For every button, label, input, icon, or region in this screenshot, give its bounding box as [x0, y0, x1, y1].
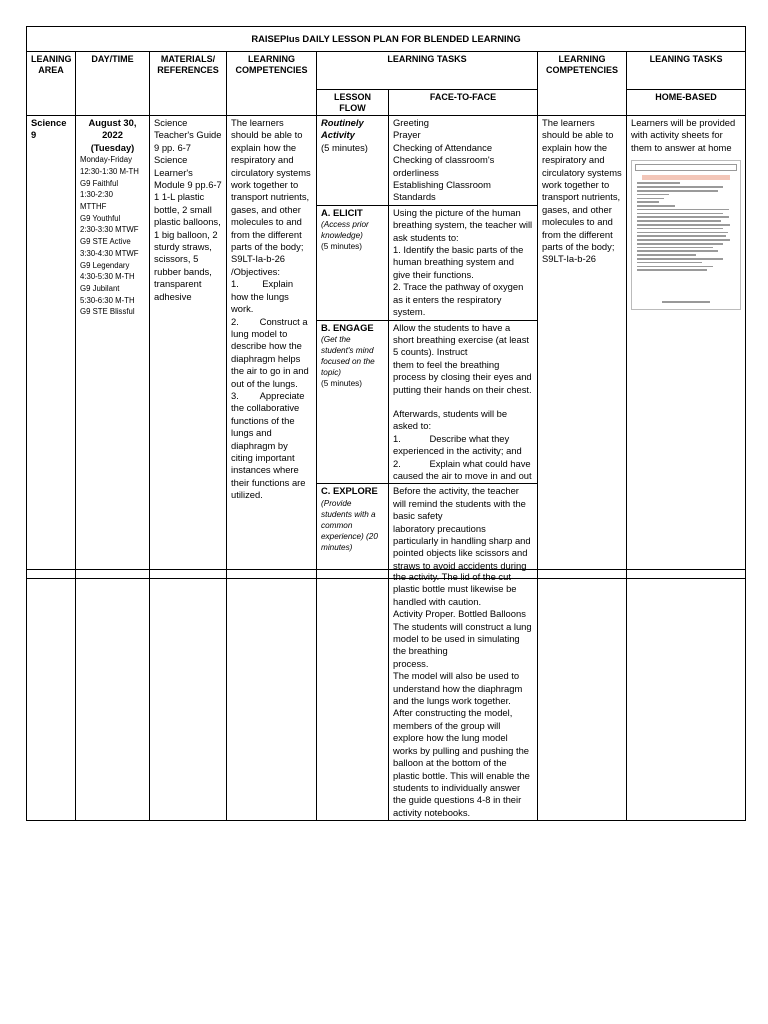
schedule-line: 2:30-3:30 MTWF	[80, 225, 139, 235]
flow-note: (Access prior knowledge)	[321, 220, 369, 241]
engage-text: Afterwards, students will be asked to:	[393, 407, 508, 432]
objectives-label: /Objectives:	[231, 265, 280, 277]
header-competencies-2: LEARNING COMPETENCIES	[538, 52, 627, 116]
empty-cell	[317, 570, 389, 821]
lesson-plan-table	[26, 26, 746, 579]
flow-label: B. ENGAGE	[321, 321, 374, 333]
explore-text: Before the activity, the teacher will remind the students with the basic safety	[393, 485, 526, 522]
activity-sheet-lines	[632, 182, 740, 271]
schedule-line: 12:30-1:30 M-TH	[80, 166, 139, 176]
activity-sheet-header	[635, 164, 737, 171]
routine-item: Greeting	[393, 117, 429, 128]
engage-text: Allow the students to have a short breathing exercise (at least 5 counts). Instruct	[393, 321, 530, 358]
materials-cell: Science Teacher's Guide 9 pp. 6-7 Science Learner's Module 9 pp.6-7 1 1-L plastic bottle, 2 small plastic balloons, 1 big balloon, 2 sturdy straws, scissors, 5 rubber bands, transparent adhesive	[150, 116, 227, 579]
activity-sheet-title	[642, 175, 730, 180]
empty-cell	[538, 570, 627, 821]
flow-note: (Get the student's mind focused on the topic)	[321, 334, 375, 377]
header-home-based: HOME-BASED	[627, 90, 746, 116]
schedule-line: 3:30-4:30 MTWF	[80, 248, 139, 258]
header-competencies: LEARNING COMPETENCIES	[227, 52, 317, 116]
schedule-line: 1:30-2:30	[80, 190, 113, 200]
routine-item: Establishing Classroom Standards	[393, 179, 491, 203]
schedule-line: G9 Youthful	[80, 213, 121, 223]
elicit-intro: Using the picture of the human breathing system, the teacher will ask students to:	[393, 206, 533, 243]
empty-cell	[227, 570, 317, 821]
elicit-cell	[389, 205, 538, 320]
activity-sheet-footer	[662, 301, 710, 303]
explore-text: laboratory precautions particularly in handling sharp and pointed objects like scissors and straws to avoid accidents during	[393, 522, 531, 571]
flow-label: Routinely Activity	[321, 117, 364, 141]
schedule-line: G9 STE Active	[80, 237, 131, 247]
routine-item: Checking of classroom's orderliness	[393, 154, 495, 178]
objective-item: 1. Explain how the lungs work.	[231, 278, 294, 315]
schedule-line: G9 Faithful	[80, 178, 119, 188]
routine-cell	[389, 116, 538, 206]
lesson-date: August 30, 2022 (Tuesday)	[88, 117, 137, 153]
routine-item: Prayer	[393, 129, 421, 141]
schedule-line: G9 Legendary	[80, 260, 130, 270]
schedule-line: G9 STE Blissful	[80, 307, 135, 317]
explore-text: The model will also be used to understand how the diaphragm and the lungs work together.	[393, 670, 523, 707]
day-time-cell	[76, 116, 150, 579]
flow-label: A. ELICIT	[321, 206, 363, 218]
elicit-item: 1. Identify the basic parts of the human breathing system and give their functions.	[393, 244, 524, 280]
flow-label: C. EXPLORE	[321, 485, 378, 497]
explore-text: The students will construct a lung model to be used in simulating the breathing	[393, 620, 532, 657]
engage-text: them to feel the breathing process by closing their eyes and putting their hands on their chest.	[393, 358, 532, 395]
flow-routine	[317, 116, 389, 206]
flow-engage	[317, 320, 389, 484]
header-day-time: DAY/TIME	[76, 52, 150, 116]
explore-continued-cell	[389, 570, 538, 821]
empty-cell	[627, 570, 746, 821]
objective-item: 2. Construct a lung model to describe how the diaphragm helps the air to go in and out of the lungs.	[231, 315, 309, 389]
engage-cell	[389, 320, 538, 484]
flow-time: (5 minutes)	[321, 378, 362, 388]
learning-area-cell: Science 9	[27, 116, 76, 579]
activity-proper-title: Activity Proper. Bottled Balloons	[393, 608, 526, 620]
schedule-line: 4:30-5:30 M-TH	[80, 272, 135, 282]
home-based-text: Learners will be provided with activity sheets for them to answer at home	[631, 117, 736, 153]
competency-text: The learners should be able to explain how the respiratory and circulatory systems work together to transport nutrients, gases, and other molecules to and from the different parts of the body; S9LT-Ia-b-26	[231, 117, 311, 265]
competencies-2-cell: The learners should be able to explain how the respiratory and circulatory systems work together to transport nutrients, gases, and other molecules to and from the different parts of the body; S9LT-Ia-b-26	[538, 116, 627, 579]
engage-item: 2. Explain what could have caused the air to move in and out	[393, 457, 532, 481]
schedule-line: Monday-Friday	[80, 155, 132, 165]
schedule-list	[80, 154, 145, 318]
explore-cell	[389, 484, 538, 579]
header-materials: MATERIALS/ REFERENCES	[150, 52, 227, 116]
header-leaning-tasks: LEANING TASKS	[627, 52, 746, 90]
header-lesson-flow: LESSON FLOW	[317, 90, 389, 116]
lesson-plan-table-continued	[26, 569, 746, 821]
home-based-cell	[627, 116, 746, 579]
explore-text: the activity. The lid of the cut plastic bottle must likewise be handled with caution.	[393, 571, 517, 607]
explore-text: process.	[393, 657, 429, 669]
header-face-to-face: FACE-TO-FACE	[389, 90, 538, 116]
flow-explore	[317, 484, 389, 579]
explore-text: After constructing the model, members of the group will explore how the lung model works by pulling and pushing the balloon at the bottom of the plastic bottle. This will enable the students to individually answer the guide questions 4-8 in their activity notebooks.	[393, 707, 530, 818]
schedule-line: G9 Jubilant	[80, 283, 120, 293]
flow-note: (Provide students with a common experience) (20 minutes)	[321, 498, 378, 552]
elicit-item: 2. Trace the pathway of oxygen as it enters the respiratory system.	[393, 281, 524, 318]
empty-cell	[27, 570, 76, 821]
routine-item: Checking of Attendance	[393, 141, 493, 153]
flow-time: (5 minutes)	[321, 141, 368, 153]
objective-item: 3. Appreciate the collaborative functions of the lungs and diaphragm by citing important instances where their functions are utilized.	[231, 389, 306, 501]
competencies-cell	[227, 116, 317, 579]
header-learning-area: LEANING AREA	[27, 52, 76, 116]
flow-elicit	[317, 205, 389, 320]
lesson-plan-title: RAISEPlus DAILY LESSON PLAN FOR BLENDED LEARNING	[27, 27, 746, 52]
schedule-line: MTTHF	[80, 202, 107, 212]
flow-time: (5 minutes)	[321, 242, 362, 252]
schedule-line: 5:30-6:30 M-TH	[80, 295, 135, 305]
engage-item: 1. Describe what they experienced in the activity; and	[393, 432, 522, 457]
activity-sheet-thumbnail	[631, 160, 741, 310]
empty-cell	[150, 570, 227, 821]
header-learning-tasks: LEARNING TASKS	[317, 52, 538, 90]
empty-cell	[76, 570, 150, 821]
